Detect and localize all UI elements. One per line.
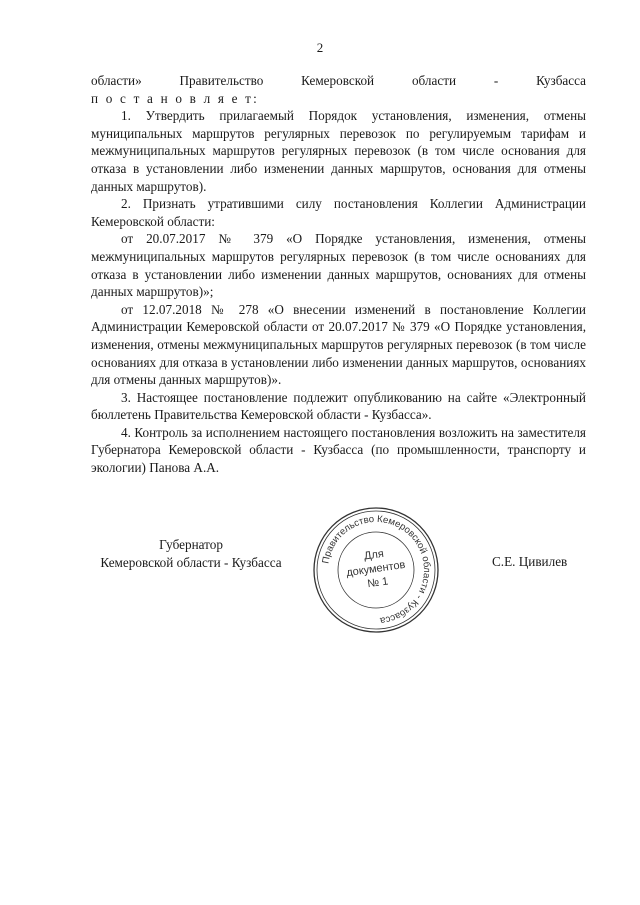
page-number: 2 xyxy=(316,40,324,55)
stamp-line-1: Для xyxy=(363,547,385,563)
paragraph-intro: области» Правительство Кемеровской области - Кузбасса xyxy=(91,73,586,88)
official-stamp xyxy=(309,503,443,637)
paragraph-item-3: 3. Настоящее постановление подлежит опубликованию на сайте «Электронный бюллетень Правительства Кемеровской области - Кузбасса». xyxy=(91,389,586,423)
paragraph-resolves: п о с т а н о в л я е т: xyxy=(91,90,259,106)
signature-title-line-2: Кемеровской области - Кузбасса xyxy=(100,554,282,570)
paragraph-item-2: 2. Признать утратившими силу постановления Коллегии Администрации Кемеровской области: xyxy=(91,196,586,229)
signature-title-line-1: Губернатор xyxy=(159,537,223,552)
stamp-line-3: № 1 xyxy=(366,575,390,591)
stamp-ring-text: Правительство Кемеровской области - Кузбасса xyxy=(320,513,433,626)
paragraph-item-2b: от 12.07.2018 № 278 «О внесении изменений в постановление Коллегии Администрации Кемеровской области от 20.07.2017 № 379 «О Порядке установления, изменения, отмены межмуниципальных маршрутов регулярных перевозок (в том числе основаниях для отказа в установлении либо изменении данных маршрутов, основаниях для отмены данных маршрутов)». xyxy=(91,301,586,388)
signatory-name: С.Е. Цивилев xyxy=(492,554,568,569)
paragraph-item-1: 1. Утвердить прилагаемый Порядок установления, изменения, отмены муниципальных маршрутов регулярных перевозок по регулируемым тарифам и межмуниципальных маршрутов регулярных перевозок (в том числе основания для отказа в установлении либо изменении данных маршрутов, основания для отмены данных маршрутов). xyxy=(91,108,586,194)
document-body xyxy=(91,72,586,477)
paragraph-item-2a: от 20.07.2017 № 379 «О Порядке установления, изменения, отмены межмуниципальных маршрутов регулярных перевозок (в том числе основаниях для отказа в установлении либо изменении данных маршрутов, основаниях для отмены данных маршрутов)»; xyxy=(91,231,586,300)
stamp-line-2: документов xyxy=(345,558,407,580)
signature-title xyxy=(91,536,291,571)
paragraph-item-4: 4. Контроль за исполнением настоящего постановления возложить на заместителя Губернатора Кемеровской области - Кузбасса (по промышленности, транспорту и экологии) Панова А.А. xyxy=(91,424,586,476)
stamp-graphic xyxy=(309,503,443,637)
